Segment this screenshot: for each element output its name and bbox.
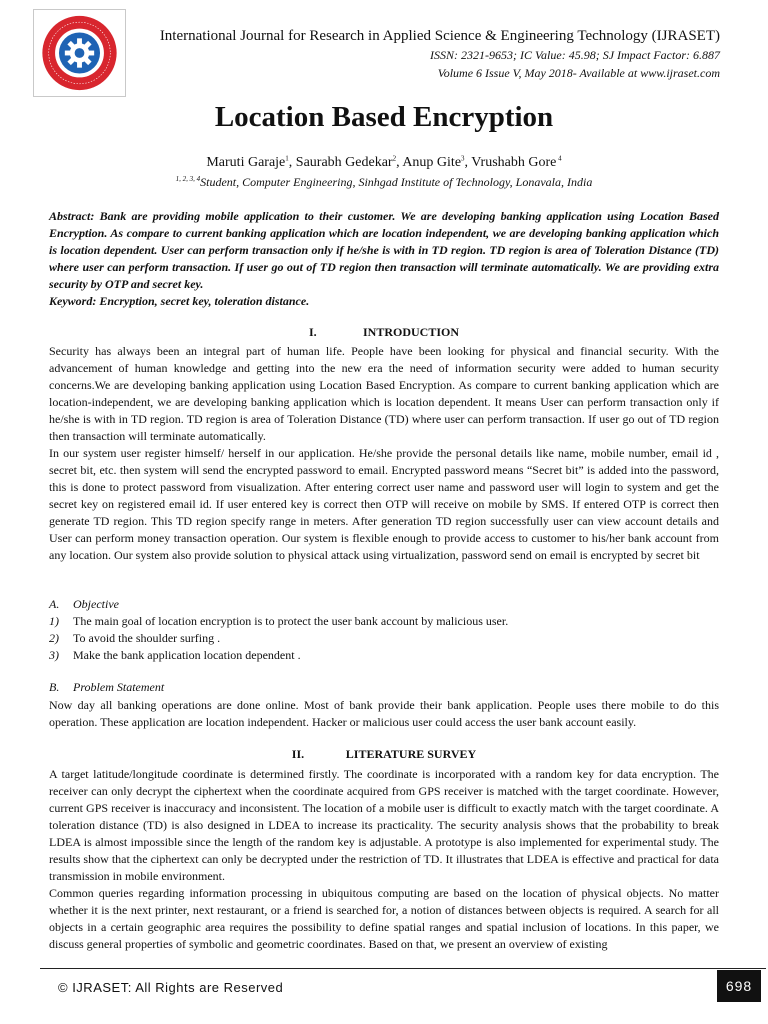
author-name: Maruti Garaje <box>206 155 286 170</box>
page-number: 698 <box>717 970 761 1002</box>
problem-paragraph: Now day all banking operations are done online. Most of bank provide their bank application. People uses there mobile to do this operation. These application are location independent. Hacker or malicious user could access the user bank account easily. <box>49 698 719 729</box>
subsection-marker: A. <box>49 597 60 611</box>
intro-paragraph-1: Security has always been an integral part of human life. People have been looking for physical and financial security. With the advancement of human knowledge and getting into the new era the need of information security were added to human security concerns.We are developing banking application using Location Based Encryption. As compare to current banking application which are location-independent, we are developing banking application which is location dependent. It means User can perform transaction only if he/she is with in TD region. TD region is area of Toleration Distance (TD) where user can perform transaction. If user go out of TD region then transaction will terminate automatically. <box>49 344 719 443</box>
section-heading-introduction <box>0 325 768 340</box>
subsection-title: Problem Statement <box>73 680 165 694</box>
author-affil-mark: 4 <box>556 154 562 163</box>
objective-item <box>49 631 220 646</box>
literature-paragraph-1: A target latitude/longitude coordinate is determined firstly. The coordinate is incorporated with a random key for data encryption. The receiver can only decrypt the ciphertext when the coordinate acquired from GPS receiver is matched with the target coordinate. However, current GPS receiver is inaccuracy and inconsistent. The location of a mobile user is difficult to exactly match with the target coordinate. A toleration distance (TD) is also designed in LDEA to increase its practicality. The security analysis shows that the probability to break LDEA is almost impossible since the length of the random key is adjustable. A prototype is also implemented for experimental study. The results show that the ciphertext can only be decrypted under the restriction of TD. It illustrates that LDEA is effective and practical for data transmission in mobile environment. <box>49 767 719 883</box>
footer-copyright: © IJRASET: All Rights are Reserved <box>58 980 284 995</box>
footer-divider <box>40 968 766 969</box>
abstract-block <box>49 208 719 310</box>
objective-item <box>49 614 508 629</box>
objective-item <box>49 648 301 663</box>
item-text: Make the bank application location dependent . <box>73 648 301 662</box>
literature-paragraph-2: Common queries regarding information processing in ubiquitous computing are based on the location of physical objects. No matter whether it is the next printer, next restaurant, or a friend is searched for, a notion of distances between objects is required. A search for all objects in a certain geographic area requires the possibility to define spatial ranges and spatial inclusion of locations. In this paper, we discuss general properties of symbolic and geometric coordinates. Based on that, we present an overview of existing <box>49 886 719 951</box>
author-name: Saurabh Gedekar <box>295 155 393 170</box>
keywords-text: Keyword: Encryption, secret key, toleration distance. <box>49 294 310 308</box>
subsection-title: Objective <box>73 597 119 611</box>
subsection-heading-objective <box>49 597 119 612</box>
abstract-text: Abstract: Bank are providing mobile application to their customer. We are developing banking application using Location Based Encryption. As compare to current banking application which are location independent, we are developing banking application which is location dependent. User can perform transaction only if he/she is with in TD region. TD region is area of Toleration Distance (TD) where user can perform transaction. If user go out of TD region then transaction will terminate automatically. We are providing extra security by OTP and secret key. <box>49 209 719 291</box>
paper-title: Location Based Encryption <box>214 101 554 133</box>
journal-logo <box>33 9 126 97</box>
author-affil-mark: 2 <box>392 154 397 163</box>
item-text: The main goal of location encryption is to protect the user bank account by malicious user. <box>73 614 509 628</box>
author-affil-mark: 1 <box>285 154 289 163</box>
section-heading-literature-survey <box>0 747 768 762</box>
subsection-heading-problem <box>49 680 164 695</box>
affiliation <box>0 175 768 190</box>
affiliation-text: Student, Computer Engineering, Sinhgad Institute of Technology, Lonavala, India <box>200 175 593 189</box>
affiliation-marks: 1, 2, 3, 4 <box>175 175 201 183</box>
author-separator: , <box>464 155 472 170</box>
item-marker: 2) <box>49 631 59 645</box>
subsection-marker: B. <box>49 680 60 694</box>
journal-name: International Journal for Research in Applied Science & Engineering Technology (IJRASET) <box>159 28 720 44</box>
item-text: To avoid the shoulder surfing . <box>73 631 221 645</box>
section-number: II. <box>291 747 305 761</box>
issn-line: ISSN: 2321-9653; IC Value: 45.98; SJ Impact Factor: 6.887 <box>430 48 720 62</box>
author-separator: , <box>288 155 296 170</box>
section-title: INTRODUCTION <box>362 325 459 339</box>
author-affil-mark: 3 <box>461 154 465 163</box>
author-list <box>0 155 768 171</box>
logo-seal-image <box>34 10 125 96</box>
author-name: Anup Gite <box>402 155 462 170</box>
section-number: I. <box>308 325 317 339</box>
section-title: LITERATURE SURVEY <box>345 747 477 761</box>
intro-paragraph-2: In our system user register himself/ herself in our application. He/she provide the personal details like name, mobile number, email id , secret bit, etc. then system will send the encrypted password to email. Encrypted password means “Secret bit” is added into the password, this is done to protect password from visualization. After entering correct user name and password user will login to system and get the secret key on registered email id. If user entered key is correct then OTP will receive on mobile by SMS. If entered OTP is correct then generate TD region. This TD region specify range in meters. After generation TD region successfully user can view account details and User can perform money transaction operation. Our system is flexible enough to provide access to customer to his/her bank account from any location. Our system also provide solution to physical attack using virtualization, password send on email is encrypted by secret bit <box>49 446 719 562</box>
item-marker: 1) <box>49 614 59 628</box>
author-separator: , <box>396 155 403 170</box>
item-marker: 3) <box>49 648 59 662</box>
volume-line: Volume 6 Issue V, May 2018- Available at www.ijraset.com <box>437 66 720 80</box>
author-name: Vrushabh Gore <box>471 155 557 170</box>
